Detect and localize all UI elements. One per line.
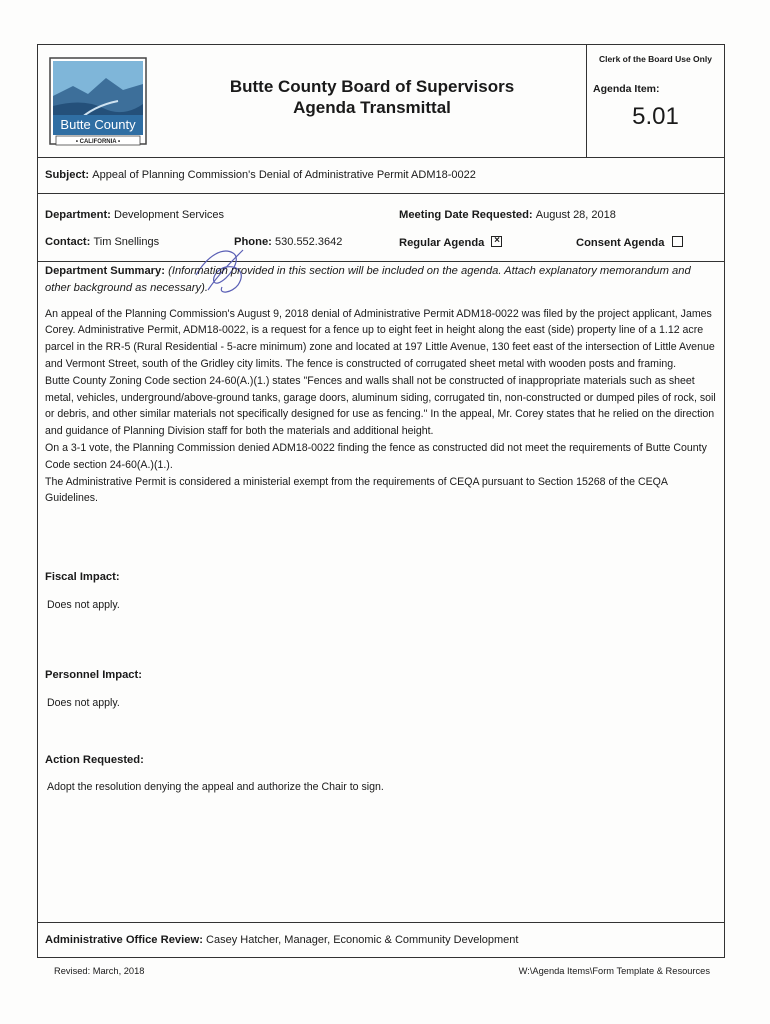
consent-agenda-checkbox[interactable] xyxy=(672,236,683,247)
department-block xyxy=(38,194,724,262)
phone-label: Phone: xyxy=(234,236,272,248)
department-value: Development Services xyxy=(114,209,225,221)
department-summary xyxy=(45,263,717,507)
fiscal-impact-heading: Fiscal Impact: xyxy=(45,571,120,583)
logo-state-text: • CALIFORNIA • xyxy=(75,139,121,145)
clerk-box xyxy=(586,45,724,158)
fiscal-impact-value: Does not apply. xyxy=(47,599,120,611)
contact-value: Tim Snellings xyxy=(93,236,160,248)
title-line-1: Butte County Board of Supervisors xyxy=(229,77,515,96)
form-header xyxy=(38,45,724,158)
regular-agenda-label: Regular Agenda xyxy=(399,237,485,249)
summary-paragraph: On a 3-1 vote, the Planning Commission denied ADM18-0022 finding the fence as constructed did not meet the requirements of Butte County Code section 24-60(A.)(1.). xyxy=(45,441,707,471)
summary-paragraph: An appeal of the Planning Commission's August 9, 2018 denial of Administrative Permit ADM18-0022 was filed by the project applicant, James Corey. Administrative Permit, ADM18-0022, is a request for a fence up to eight feet in height along the east (side) property line of a 1.12 acre parcel in the RR-5 (Rural Residential - 5-acre minimum) zone and located at 197 Little Avenue, 130 feet east of the intersection of Little Avenue and Vermont Street, south of the Gridley city limits. The fence is constructed of corrugated sheet metal with wooden posts and framing. xyxy=(45,307,715,370)
summary-label: Department Summary: xyxy=(45,265,165,277)
clerk-label: Clerk of the Board Use Only xyxy=(599,54,712,64)
personnel-impact-heading: Personnel Impact: xyxy=(45,669,142,681)
butte-county-logo xyxy=(48,56,148,148)
summary-intro: (Information provided in this section will be included on the agenda. Attach explanatory memorandum and other background as necessary). xyxy=(45,265,691,294)
summary-paragraph: The Administrative Permit is considered a ministerial exempt from the requirements of CEQA pursuant to Section 15268 of the CEQA Guidelines. xyxy=(45,475,668,505)
agenda-transmittal-form xyxy=(37,44,725,958)
meeting-date-value: August 28, 2018 xyxy=(535,209,616,221)
admin-review-row xyxy=(38,922,724,957)
subject-row xyxy=(38,158,724,194)
subject-label: Subject: xyxy=(45,169,90,181)
meeting-date-label: Meeting Date Requested: xyxy=(399,209,533,221)
agenda-item-number: 5.01 xyxy=(632,103,679,130)
page-title xyxy=(158,76,586,118)
contact-label: Contact: xyxy=(45,236,91,248)
personnel-impact-value: Does not apply. xyxy=(47,697,120,709)
department-label: Department: xyxy=(45,209,111,221)
logo-name-text: Butte County xyxy=(60,117,136,132)
action-requested-heading: Action Requested: xyxy=(45,754,144,766)
footer-revised: Revised: March, 2018 xyxy=(54,966,145,976)
agenda-item-label: Agenda Item: xyxy=(593,83,660,95)
consent-agenda-label: Consent Agenda xyxy=(576,237,665,249)
phone-value: 530.552.3642 xyxy=(275,236,343,248)
regular-agenda-check-mark: × xyxy=(494,235,500,246)
subject-value: Appeal of Planning Commission's Denial of Administrative Permit ADM18-0022 xyxy=(92,169,476,181)
summary-paragraph: Butte County Zoning Code section 24-60(A.)(1.) states "Fences and walls shall not be constructed of inappropriate materials such as sheet metal, vehicles, underground/above-ground tanks, garage doors, aluminum siding, corrugated tin, non-constructed or dumped piles of rock, soil or debris, and other similar materials not specifically designed for use as fencing." In the appeal, Mr. Corey states that he relied on the direction and guidance of Planning Division staff for both the materials and additional height. xyxy=(45,374,716,438)
admin-review-label: Administrative Office Review: xyxy=(45,934,203,946)
action-requested-value: Adopt the resolution denying the appeal and authorize the Chair to sign. xyxy=(47,781,384,793)
admin-review-value: Casey Hatcher, Manager, Economic & Community Development xyxy=(206,934,519,946)
title-line-2: Agenda Transmittal xyxy=(293,98,451,117)
footer-path: W:\Agenda Items\Form Template & Resources xyxy=(518,966,710,976)
regular-agenda-checkbox[interactable] xyxy=(491,236,502,247)
